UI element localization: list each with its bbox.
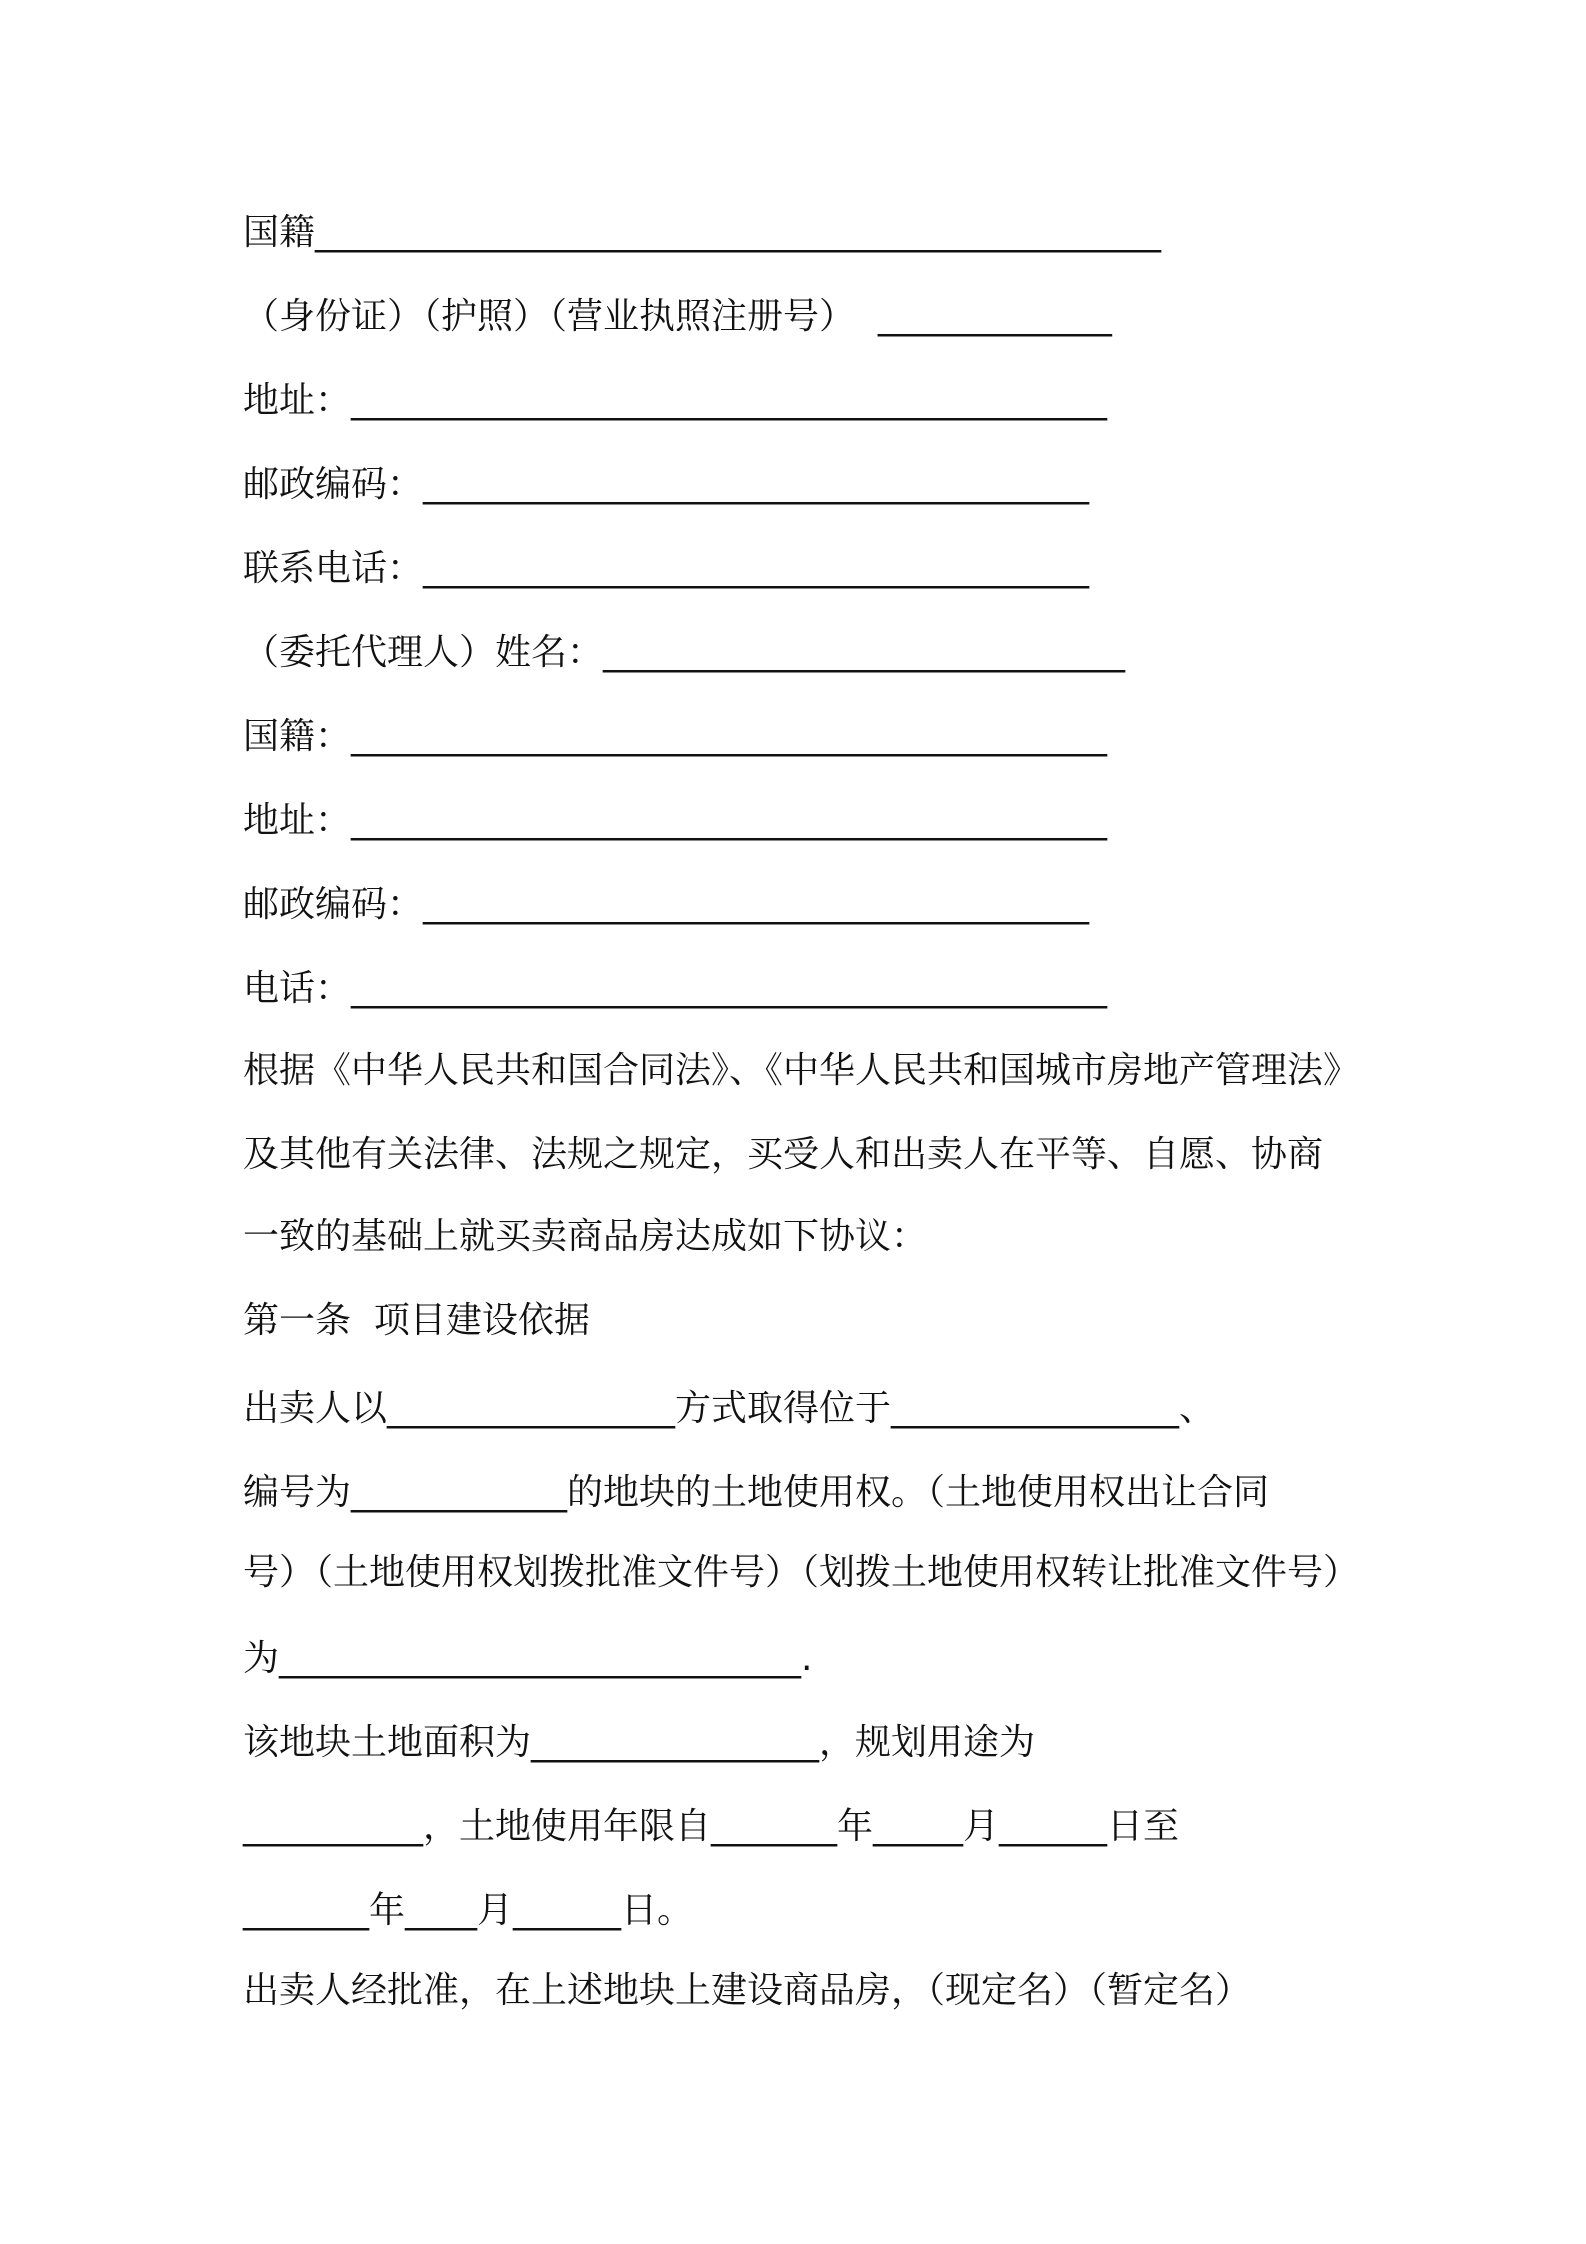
preamble-line-2: 及其他有关法律、法规之规定，买受人和出卖人在平等、自愿、协商 <box>243 1134 1324 1175</box>
agent-nationality-line: 国籍：__________________________________________ <box>243 716 1108 757</box>
id-document-line: （身份证）（护照）（营业执照注册号） _____________ <box>243 296 1112 337</box>
land-term-line-2: _______年____月______日。 <box>243 1890 694 1931</box>
construction-line: 出卖人经批准，在上述地块上建设商品房，（现定名）（暂定名） <box>243 1970 1252 2011</box>
article-1-heading: 第一条 项目建设依据 <box>243 1300 590 1341</box>
agent-name-line: （委托代理人）姓名：_____________________________ <box>243 632 1126 673</box>
agent-postal-code-line: 邮政编码：_____________________________________ <box>243 884 1090 925</box>
agent-phone-line: 电话：__________________________________________ <box>243 968 1108 1009</box>
address-line: 地址：__________________________________________ <box>243 380 1108 421</box>
nationality-line: 国籍_______________________________________________ <box>243 212 1161 253</box>
article-1-line-2: 编号为____________的地块的土地使用权。（土地使用权出让合同 <box>243 1472 1270 1513</box>
preamble-line-3: 一致的基础上就买卖商品房达成如下协议： <box>243 1216 928 1257</box>
article-1-line-1: 出卖人以________________方式取得位于________________、 <box>243 1388 1216 1429</box>
postal-code-line: 邮政编码：_____________________________________ <box>243 464 1090 505</box>
preamble-line-1: 根据《中华人民共和国合同法》、《中华人民共和国城市房地产管理法》 <box>243 1050 1360 1091</box>
land-area-line: 该地块土地面积为________________，规划用途为 <box>243 1722 1036 1763</box>
agent-address-line: 地址：__________________________________________ <box>243 800 1108 841</box>
article-1-line-3: 号）（土地使用权划拨批准文件号）（划拨土地使用权转让批准文件号） <box>243 1552 1360 1593</box>
land-term-line-1: __________，土地使用年限自_______年_____月______日至 <box>243 1806 1180 1847</box>
article-1-line-4: 为_____________________________. <box>243 1638 813 1679</box>
contact-phone-line: 联系电话：_____________________________________ <box>243 548 1090 589</box>
